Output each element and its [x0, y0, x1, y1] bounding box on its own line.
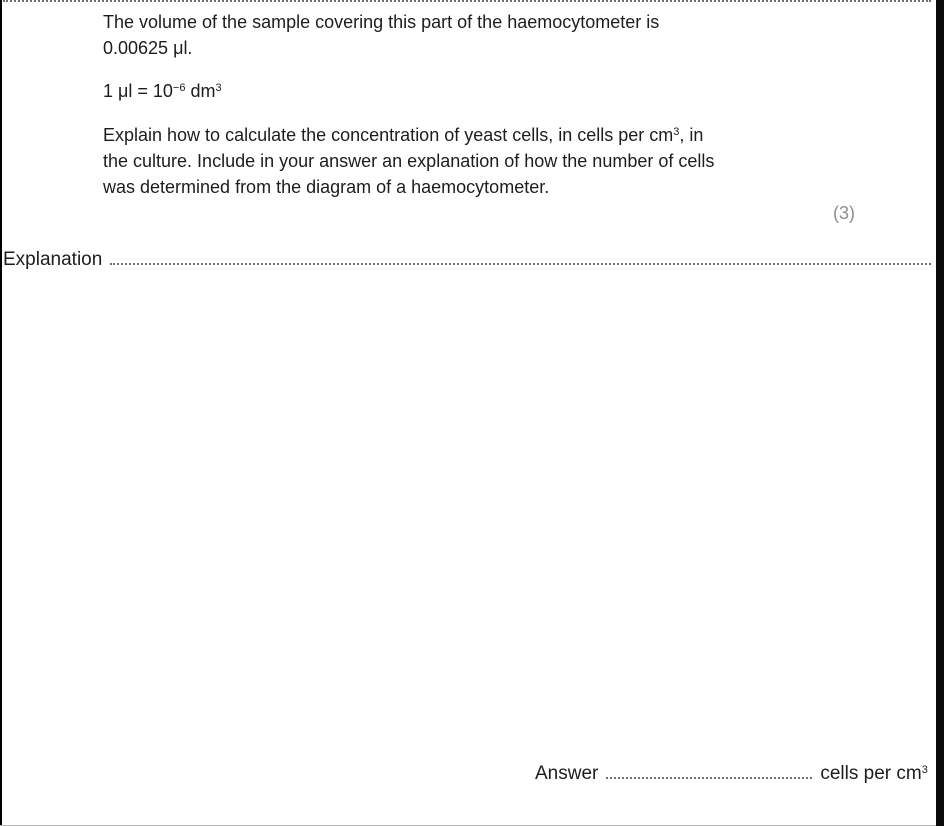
final-answer-row — [535, 761, 928, 787]
answer-unit-exponent: 3 — [921, 764, 928, 776]
task-line1-exponent: 3 — [673, 126, 680, 138]
answer-label: Answer — [535, 763, 599, 784]
explanation-row — [3, 247, 931, 273]
explanation-dotted-line — [110, 260, 931, 265]
question-intro-line1: The volume of the sample covering this part of the haemocytometer is — [103, 12, 660, 32]
answer-dotted-line — [3, 0, 931, 2]
answer-unit-base: cells per cm — [820, 763, 922, 784]
equation-unit-exponent: 3 — [215, 82, 222, 94]
answer-unit — [820, 761, 927, 787]
equation-exponent: −6 — [172, 82, 186, 94]
right-page-border — [936, 0, 944, 826]
equation-unit: dm — [185, 81, 216, 101]
question-task-line3: was determined from the diagram of a haemocytometer. — [103, 177, 550, 197]
question-task-line2: the culture. Include in your answer an explanation of how the number of cells — [103, 151, 715, 171]
left-page-border — [0, 0, 2, 826]
question-task-line1 — [103, 122, 855, 148]
explanation-label: Explanation — [3, 249, 103, 270]
task-line1-tail: , in — [679, 125, 704, 145]
equation-base: 1 μl = 10 — [103, 81, 173, 101]
final-answer-dotted-line — [606, 774, 812, 779]
question-intro-line2: 0.00625 μl. — [103, 38, 193, 58]
task-line1-text: Explain how to calculate the concentration of yeast cells, in cells per cm — [103, 125, 674, 145]
conversion-equation — [103, 78, 855, 104]
question-block — [103, 9, 855, 226]
marks-indicator: (3) — [833, 203, 855, 223]
